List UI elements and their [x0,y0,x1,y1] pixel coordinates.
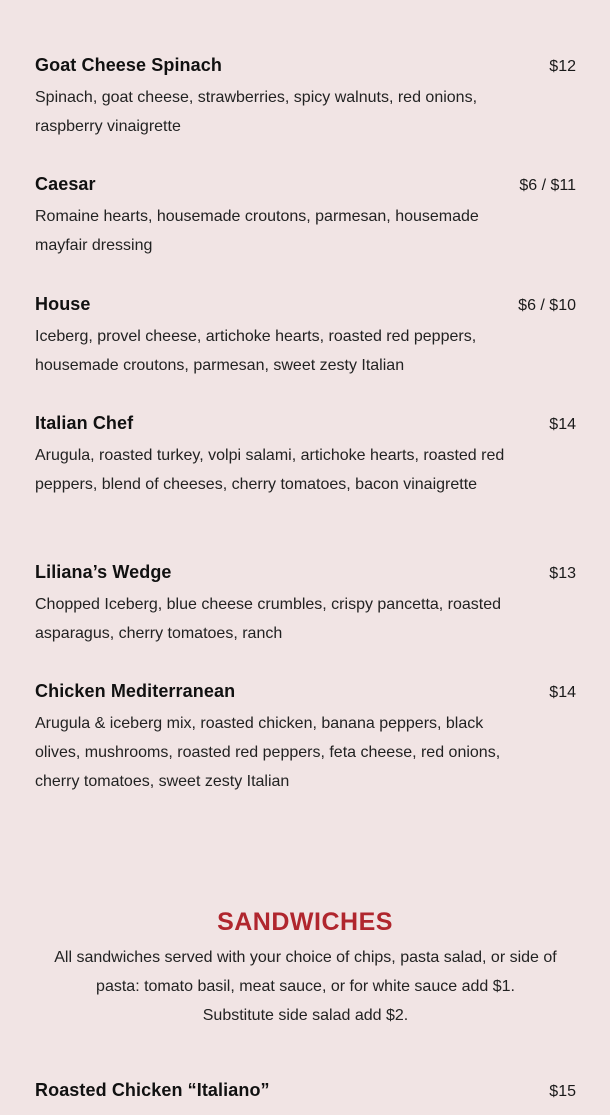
item-name: Liliana’s Wedge [35,562,172,582]
menu-item [35,174,576,260]
item-price: $14 [549,416,576,433]
item-name: Italian Chef [35,413,134,433]
item-name: Chicken Mediterranean [35,681,236,701]
section-note-line: Substitute side salad add $2. [202,1007,409,1024]
item-price: $6 / $10 [518,297,576,314]
item-price: $15 [549,1083,576,1100]
section-note-line: All sandwiches served with your choice of chips, pasta salad, or side of pasta: tomato basil, meat sauce, or for white sauce add $1. [54,949,557,995]
menu-item [35,413,576,499]
section-title-sandwiches: SANDWICHES [217,908,393,936]
menu-item [35,1080,576,1101]
item-description: Arugula & iceberg mix, roasted chicken, banana peppers, black olives, mushrooms, roasted red peppers, feta cheese, red onions, cherry tomatoes, sweet zesty Italian [35,715,501,790]
item-name: Caesar [35,174,96,194]
menu-item [35,294,576,380]
item-description: Spinach, goat cheese, strawberries, spicy walnuts, red onions, raspberry vinaigrette [35,89,478,135]
item-description: Arugula, roasted turkey, volpi salami, artichoke hearts, roasted red peppers, blend of cheeses, cherry tomatoes, bacon vinaigrette [35,447,505,493]
item-description: Chopped Iceberg, blue cheese crumbles, crispy pancetta, roasted asparagus, cherry tomatoes, ranch [35,596,502,642]
item-price: $12 [549,58,576,75]
section-note [35,943,576,1030]
item-price: $14 [549,684,576,701]
item-description: Iceberg, provel cheese, artichoke hearts, roasted red peppers, housemade croutons, parmesan, sweet zesty Italian [35,328,477,374]
item-price: $6 / $11 [519,177,576,194]
item-name: Roasted Chicken “Italiano” [35,1080,270,1100]
item-name: House [35,294,91,314]
item-name: Goat Cheese Spinach [35,55,222,75]
menu-item [35,681,576,796]
item-description: Romaine hearts, housemade croutons, parmesan, housemade mayfair dressing [35,208,479,254]
item-price: $13 [549,565,576,582]
menu-item [35,55,576,141]
menu-item [35,562,576,648]
